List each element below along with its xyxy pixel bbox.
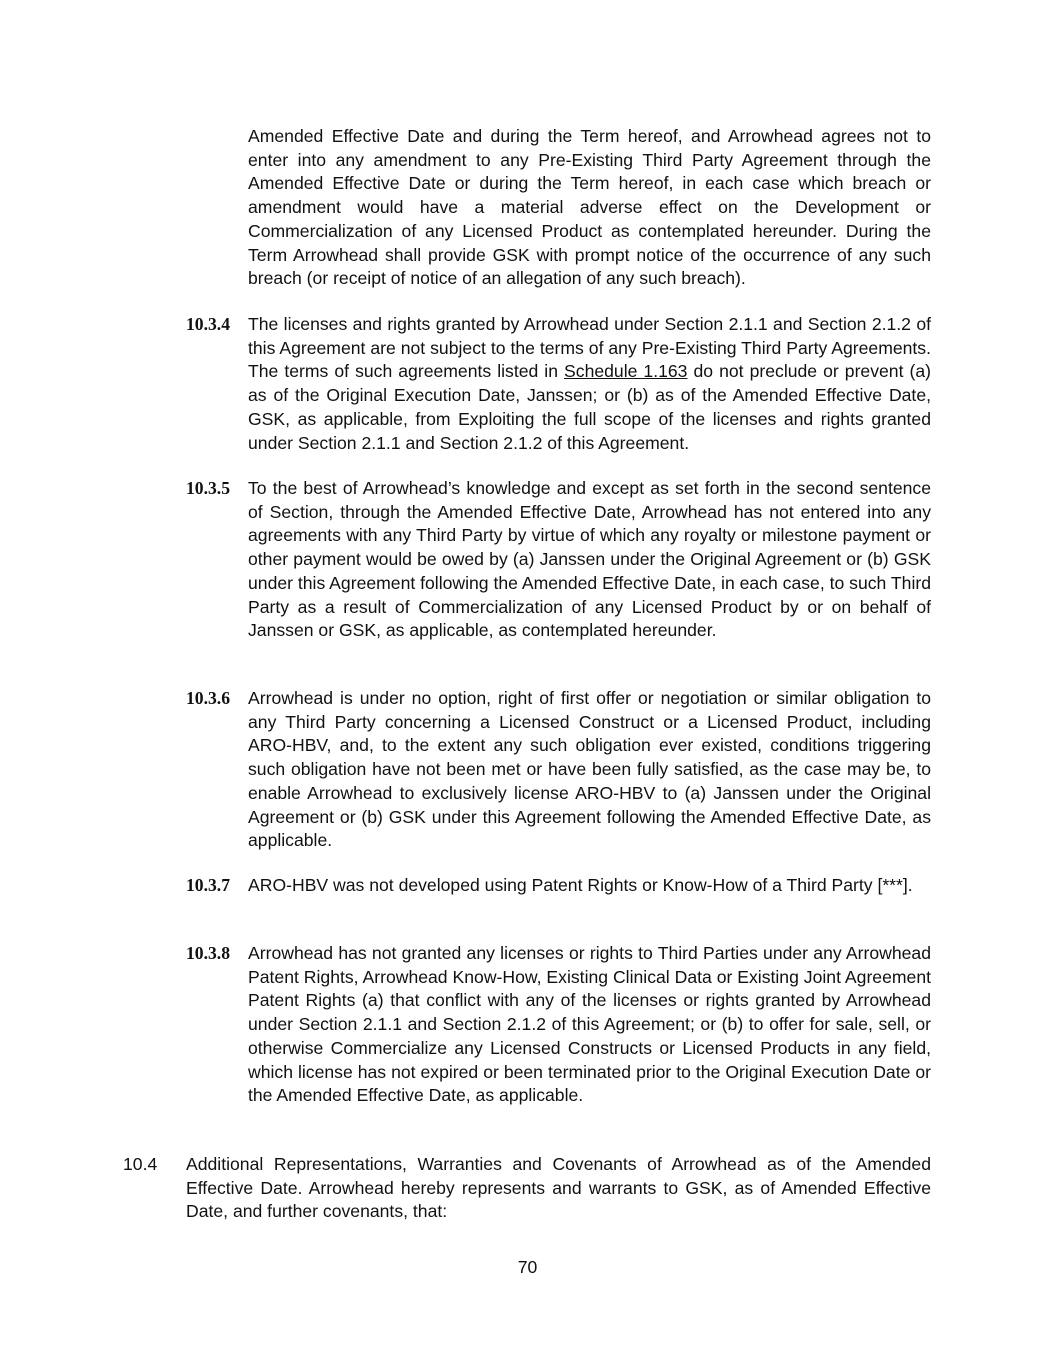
subsection-10-3-6 [186,687,931,853]
subsection-10-3-8 [186,942,931,1108]
subsection-10-3-7 [186,874,931,898]
subsection-text [248,313,931,455]
lead-paragraph: Amended Effective Date and during the Term hereof, and Arrowhead agrees not to enter into any amendment to any Pre-Existing Third Party Agreement through the Amended Effective Date or during the Term hereof, in each case which breach or amendment would have a material adverse effect on the Development or Commercialization of any Licensed Product as contemplated hereunder. During the Term Arrowhead shall provide GSK with prompt notice of the occurrence of any such breach (or receipt of notice of an allegation of any such breach). [248,126,931,289]
page-number: 70 [517,1257,538,1277]
section-10-4 [123,1153,931,1224]
subsection-number: 10.3.8 [186,943,230,963]
subsection-text-part: do not preclude or prevent (a) as of the Original Execution Date, Janssen; or (b) as of the Amended Effective Date, GSK, as applicable, from Exploiting the full scope of the licenses and rights granted under Section 2.1.1 and Section 2.1.2 of this Agreement. [248,361,931,453]
section-text: Additional Representations, Warranties and Covenants of Arrowhead as of the Amended Effective Date. Arrowhead hereby represents and warrants to GSK, as of Amended Effective Date, and further covenants, that: [186,1154,931,1222]
subsection-10-3-5 [186,477,931,643]
subsection-number: 10.3.5 [186,478,230,498]
subsection-number: 10.3.4 [186,314,230,334]
subsection-number: 10.3.7 [186,875,230,895]
schedule-reference: Schedule 1.163 [564,361,688,382]
subsection-text-part: The licenses and rights granted by Arrowhead under Section 2.1.1 and Section 2.1.2 of this Agreement are not subject to the terms of any Pre-Existing Third Party Agreements. The terms of such agreements listed in [248,314,931,382]
subsection-text: Arrowhead has not granted any licenses or rights to Third Parties under any Arrowhead Patent Rights, Arrowhead Know-How, Existing Clinical Data or Existing Joint Agreement Patent Rights (a) that conflict with any of the licenses or rights granted by Arrowhead under Section 2.1.1 and Section 2.1.2 of this Agreement; or (b) to offer for sale, sell, or otherwise Commercialize any Licensed Constructs or Licensed Products in any field, which license has not expired or been terminated prior to the Original Execution Date or the Amended Effective Date, as applicable. [248,943,931,1106]
section-number: 10.4 [123,1154,158,1174]
subsection-text: Arrowhead is under no option, right of first offer or negotiation or similar obligation to any Third Party concerning a Licensed Construct or a Licensed Product, including ARO-HBV, and, to the extent any such obligation ever existed, conditions triggering such obligation have not been met or have been fully satisfied, as the case may be, to enable Arrowhead to exclusively license ARO-HBV to (a) Janssen under the Original Agreement or (b) GSK under this Agreement following the Amended Effective Date, as applicable. [248,688,931,851]
subsection-10-3-4 [186,313,931,455]
subsection-number: 10.3.6 [186,688,230,708]
subsection-text: To the best of Arrowhead’s knowledge and except as set forth in the second sentence of Section, through the Amended Effective Date, Arrowhead has not entered into any agreements with any Third Party by virtue of which any royalty or milestone payment or other payment would be owed by (a) Janssen under the Original Agreement or (b) GSK under this Agreement following the Amended Effective Date, in each case, to such Third Party as a result of Commercialization of any Licensed Product by or on behalf of Janssen or GSK, as applicable, as contemplated hereunder. [248,478,931,641]
subsection-text: ARO-HBV was not developed using Patent Rights or Know-How of a Third Party [***]. [248,875,913,895]
